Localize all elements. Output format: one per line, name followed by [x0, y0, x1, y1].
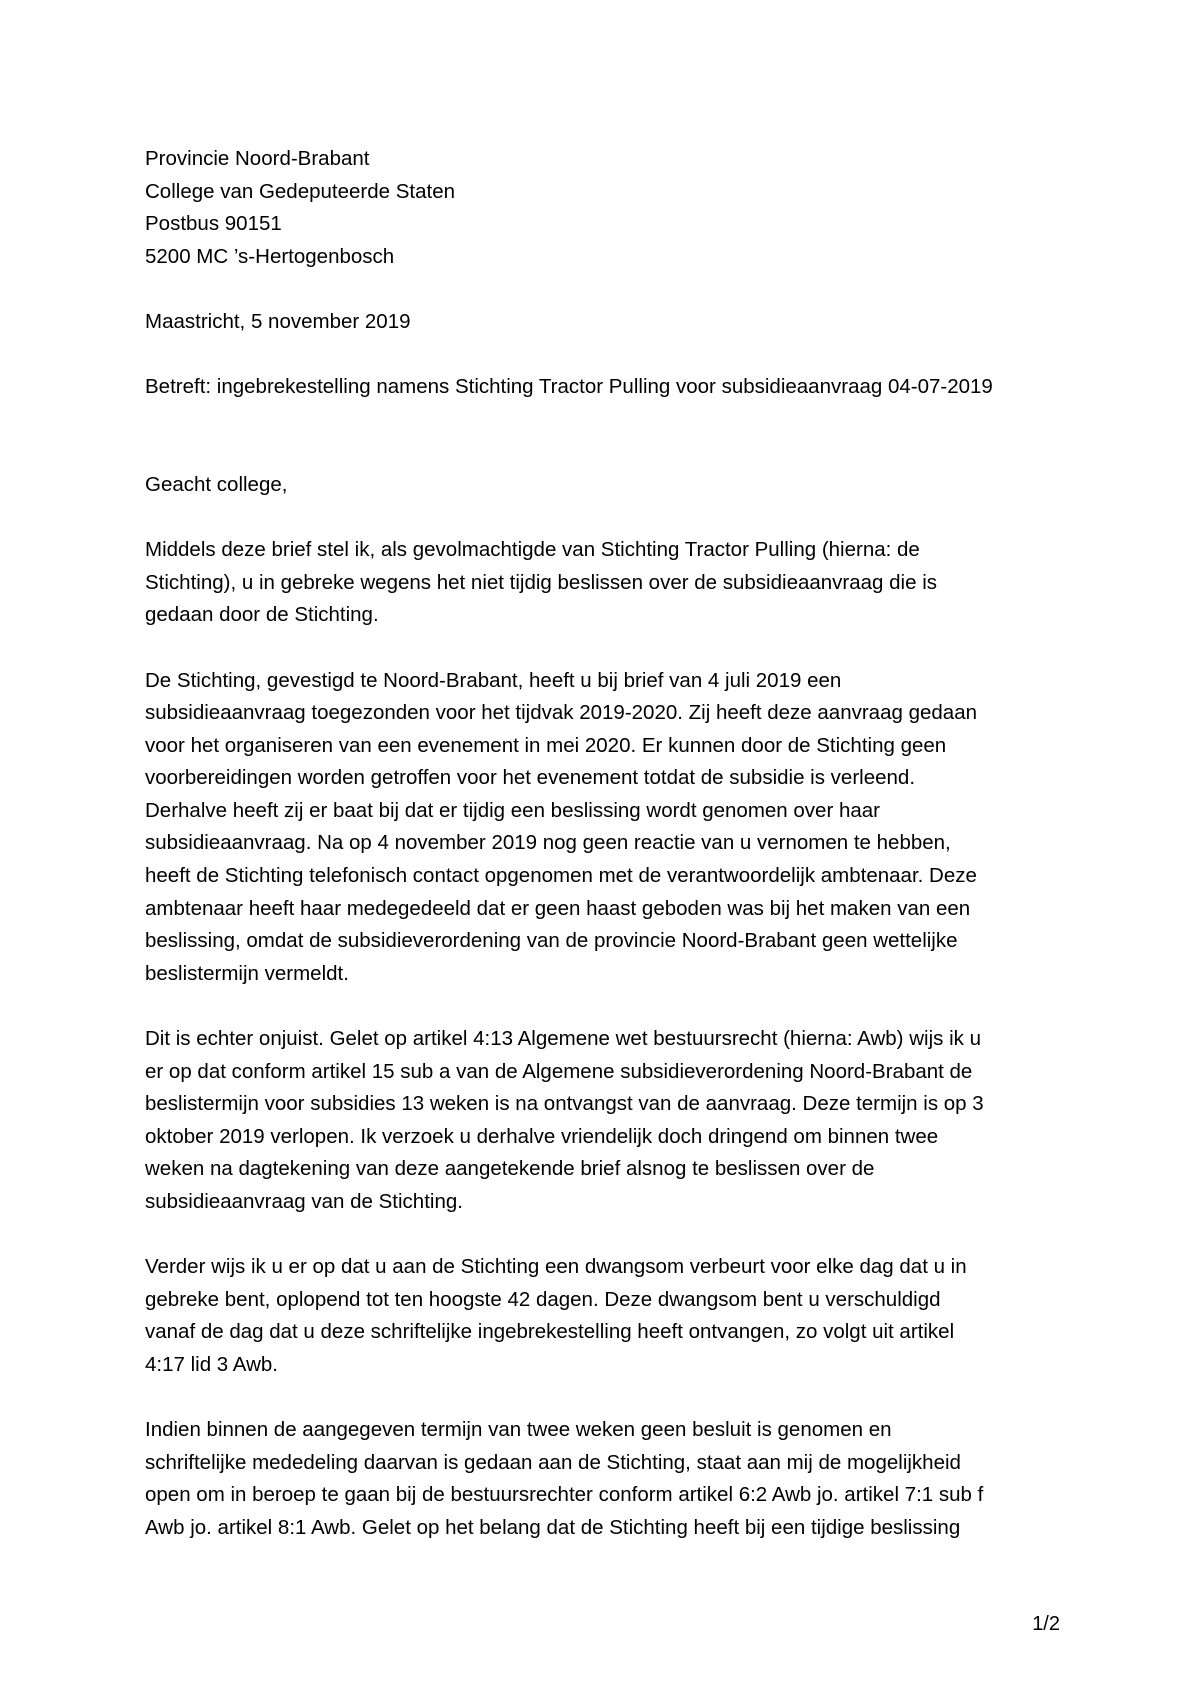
text-line: subsidieaanvraag. Na op 4 november 2019 nog geen reactie van u vernomen te hebben, [145, 831, 951, 855]
text-line: vanaf de dag dat u deze schriftelijke ingebrekestelling heeft ontvangen, zo volgt uit artikel [145, 1320, 955, 1344]
paragraph-2 [145, 665, 1075, 991]
text-line: Middels deze brief stel ik, als gevolmachtigde van Stichting Tractor Pulling (hierna: de [145, 538, 920, 562]
salutation: Geacht college, [145, 472, 288, 496]
page-number: 1/2 [1032, 1613, 1060, 1635]
date-line: Maastricht, 5 november 2019 [145, 309, 411, 333]
subject-line: Betreft: ingebrekestelling namens Stichting Tractor Pulling voor subsidieaanvraag 04-07-2019 [145, 375, 993, 399]
paragraph-1 [145, 534, 1075, 632]
text-line: beslistermijn vermeldt. [145, 961, 349, 985]
text-line: beslistermijn voor subsidies 13 weken is na ontvangst van de aanvraag. Deze termijn is op 3 [145, 1092, 984, 1116]
address-line: College van Gedeputeerde Staten [145, 179, 456, 203]
address-line: 5200 MC ’s-Hertogenbosch [145, 244, 395, 268]
text-line: voorbereidingen worden getroffen voor het evenement totdat de subsidie is verleend. [145, 766, 916, 790]
address-line: Provincie Noord-Brabant [145, 147, 370, 170]
text-line: ambtenaar heeft haar medegedeeld dat er geen haast geboden was bij het maken van een [145, 896, 971, 920]
paragraph-3 [145, 1023, 1075, 1219]
spacer [145, 990, 1075, 1023]
text-line: subsidieaanvraag van de Stichting. [145, 1190, 463, 1213]
text-line: heeft de Stichting telefonisch contact opgenomen met de verantwoordelijk ambtenaar. Deze [145, 864, 977, 888]
spacer [145, 632, 1075, 665]
spacer [145, 404, 1075, 469]
spacer [145, 1219, 1075, 1252]
text-line: weken na dagtekening van deze aangetekende brief alsnog te beslissen over de [145, 1157, 875, 1181]
text-line: Derhalve heeft zij er baat bij dat er tijdig een beslissing wordt genomen over haar [145, 798, 880, 822]
paragraph-4 [145, 1251, 1075, 1381]
text-line: Awb jo. artikel 8:1 Awb. Gelet op het belang dat de Stichting heeft bij een tijdige beslissing [145, 1515, 961, 1539]
text-line: Indien binnen de aangegeven termijn van twee weken geen besluit is genomen en [145, 1418, 892, 1442]
text-line: Stichting), u in gebreke wegens het niet tijdig beslissen over de subsidieaanvraag die is [145, 570, 938, 594]
spacer [145, 273, 1075, 306]
text-line: voor het organiseren van een evenement in mei 2020. Er kunnen door de Stichting geen [145, 733, 947, 757]
text-line: Verder wijs ik u er op dat u aan de Stichting een dwangsom verbeurt voor elke dag dat u in [145, 1255, 967, 1279]
text-line: 4:17 lid 3 Awb. [145, 1352, 278, 1376]
text-line: open om in beroep te gaan bij de bestuursrechter conform artikel 6:2 Awb jo. artikel 7:1 sub f [145, 1483, 984, 1507]
text-line: De Stichting, gevestigd te Noord-Brabant, heeft u bij brief van 4 juli 2019 een [145, 668, 842, 692]
text-line: schriftelijke mededeling daarvan is gedaan aan de Stichting, staat aan mij de mogelijkheid [145, 1450, 961, 1474]
text-line: gebreke bent, oplopend tot ten hoogste 42 dagen. Deze dwangsom bent u verschuldigd [145, 1287, 941, 1311]
spacer [145, 339, 1075, 372]
text-line: er op dat conform artikel 15 sub a van de Algemene subsidieverordening Noord-Brabant de [145, 1059, 973, 1083]
text-line: subsidieaanvraag toegezonden voor het tijdvak 2019-2020. Zij heeft deze aanvraag gedaan [145, 701, 977, 725]
letter-body [145, 143, 1075, 1545]
text-line: gedaan door de Stichting. [145, 603, 379, 627]
spacer [145, 1382, 1075, 1415]
recipient-address [145, 143, 1075, 273]
spacer [145, 502, 1075, 535]
text-line: Dit is echter onjuist. Gelet op artikel 4:13 Algemene wet bestuursrecht (hierna: Awb) wijs ik u [145, 1027, 981, 1051]
text-line: beslissing, omdat de subsidieverordening van de provincie Noord-Brabant geen wettelijke [145, 929, 958, 953]
text-line: oktober 2019 verlopen. Ik verzoek u derhalve vriendelijk doch dringend om binnen twee [145, 1124, 939, 1148]
paragraph-5 [145, 1414, 1075, 1544]
address-line: Postbus 90151 [145, 212, 282, 236]
